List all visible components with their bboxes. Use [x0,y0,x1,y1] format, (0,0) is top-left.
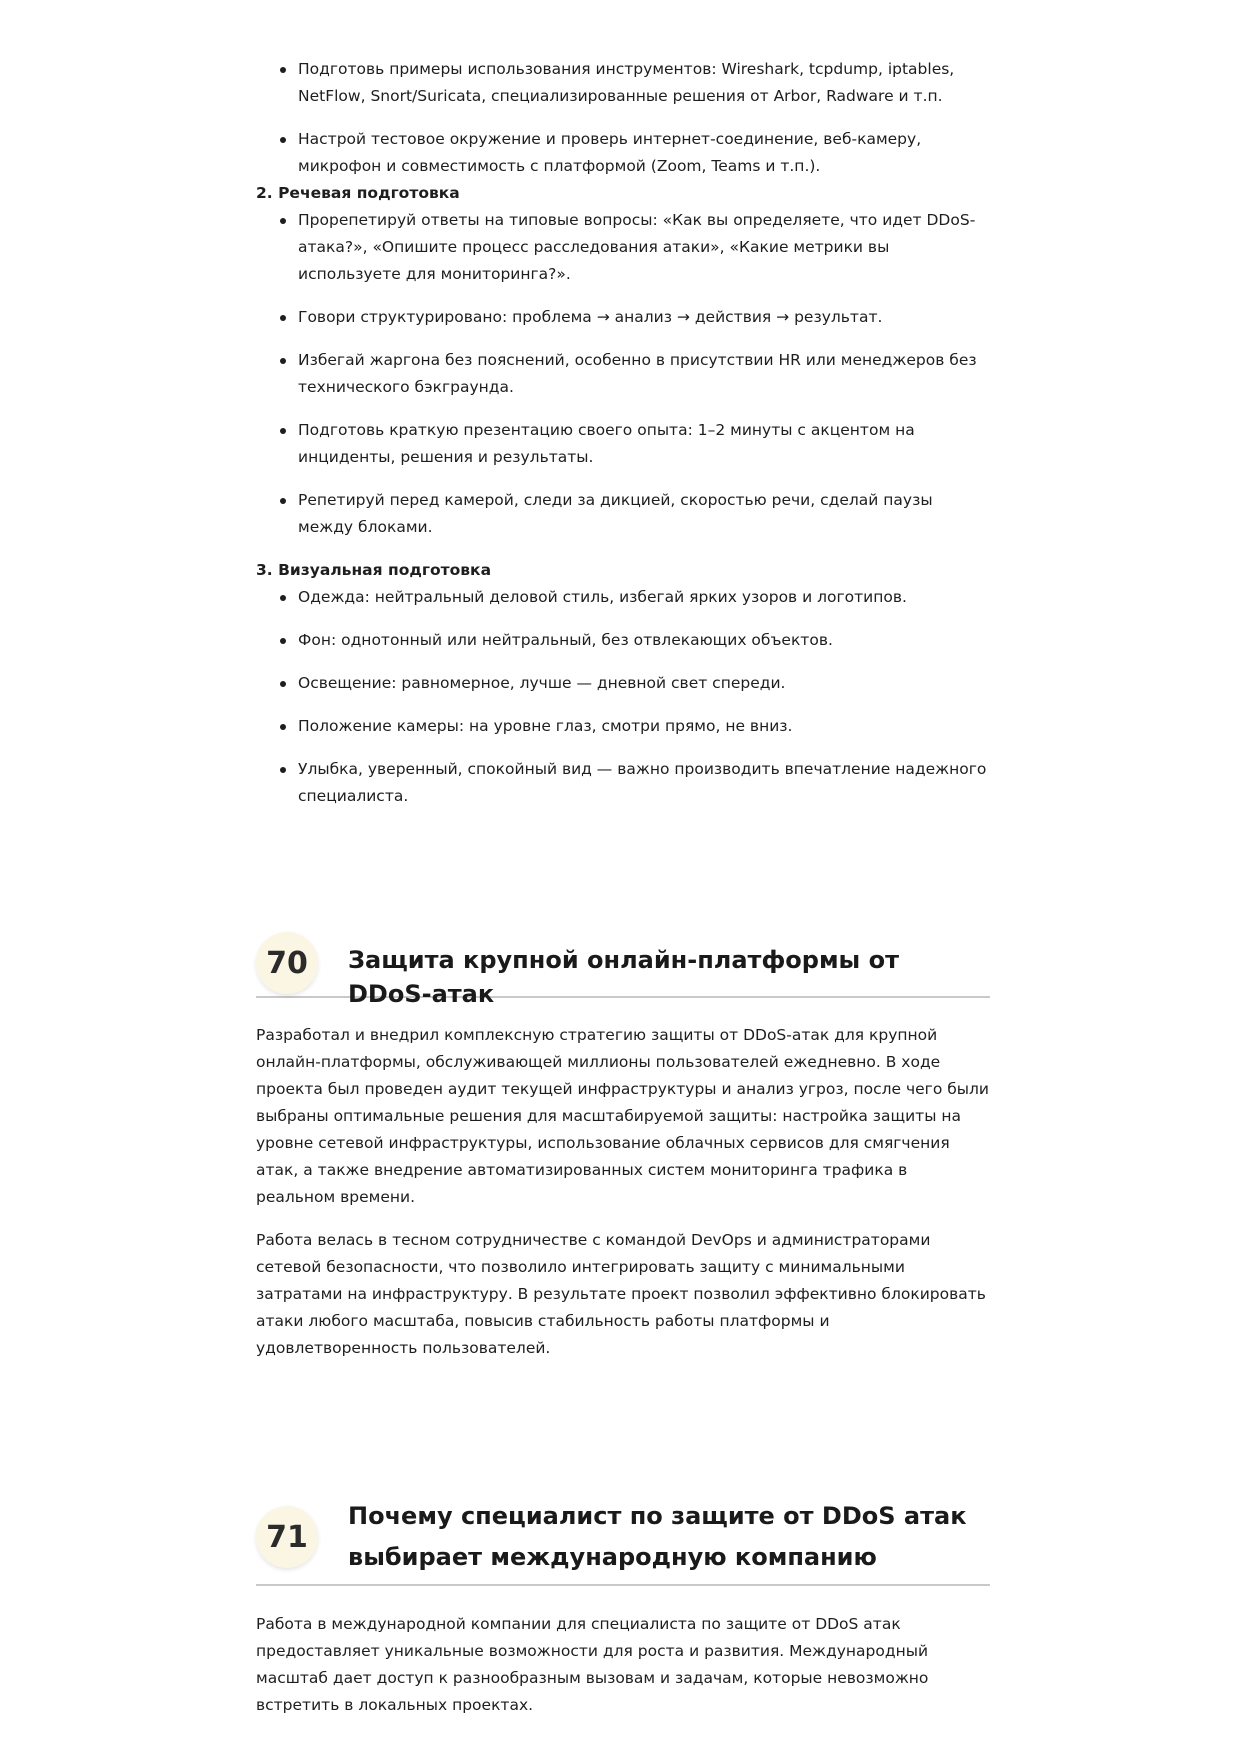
list-item: Положение камеры: на уровне глаз, смотри прямо, не вниз. [256,713,990,740]
list-item: Репетируй перед камерой, следи за дикцией, скоростью речи, сделай паузы между блоками. [256,487,990,541]
section-title: Почему специалист по защите от DDoS атак выбирает международную компанию [348,1502,967,1571]
speech-prep-list [256,207,990,541]
list-item: Говори структурировано: проблема → анализ → действия → результат. [256,304,990,331]
section-70-body [256,1022,990,1362]
list-item: Подготовь примеры использования инструментов: Wireshark, tcpdump, iptables, NetFlow, Snort/Suricata, специализированные решения от Arbor, Radware и т.п. [256,56,990,110]
list-item: Улыбка, уверенный, спокойный вид — важно производить впечатление надежного специалиста. [256,756,990,810]
paragraph: Работа в международной компании для специалиста по защите от DDoS атак предоставляет уникальные возможности для роста и развития. Международный масштаб дает доступ к разнообразным вызовам и задачам, которые невозможно встретить в локальных проектах. [256,1615,929,1714]
list-item: Одежда: нейтральный деловой стиль, избегай ярких узоров и логотипов. [256,584,990,611]
list-item: Фон: однотонный или нейтральный, без отвлекающих объектов. [256,627,990,654]
list-item: Настрой тестовое окружение и проверь интернет-соединение, веб-камеру, микрофон и совместимость с платформой (Zoom, Teams и т.п.). [256,126,990,180]
list-item: Освещение: равномерное, лучше — дневной свет спереди. [256,670,990,697]
tools-list [256,56,990,180]
list-item: Прорепетируй ответы на типовые вопросы: «Как вы определяете, что идет DDoS-атака?», «Опишите процесс расследования атаки», «Какие метрики вы используете для мониторинга?». [256,207,990,288]
document-content [256,56,990,1719]
paragraph: Работа велась в тесном сотрудничестве с командой DevOps и администраторами сетевой безопасности, что позволило интегрировать защиту с минимальными затратами на инфраструктуру. В результате проект позволил эффективно блокировать атаки любого масштаба, повысив стабильность работы платформы и удовлетворенность пользователей. [256,1231,986,1357]
paragraph: Разработал и внедрил комплексную стратегию защиты от DDoS-атак для крупной онлайн-платформы, обслуживающей миллионы пользователей ежедневно. В ходе проекта был проведен аудит текущей инфраструктуры и анализ угроз, после чего были выбраны оптимальные решения для масштабируемой защиты: настройка защиты на уровне сетевой инфраструктуры, использование облачных сервисов для смягчения атак, а также внедрение автоматизированных систем мониторинга трафика в реальном времени. [256,1026,990,1206]
visual-prep-list [256,584,990,810]
visual-prep-heading: 3. Визуальная подготовка [256,561,492,579]
section-71-header [256,1488,990,1586]
section-number-badge: 70 [256,932,318,994]
list-item: Подготовь краткую презентацию своего опыта: 1–2 минуты с акцентом на инциденты, решения и результаты. [256,417,990,471]
section-70-header [256,922,990,1008]
section-number-badge: 71 [256,1506,318,1568]
speech-prep-heading: 2. Речевая подготовка [256,184,460,202]
list-item: Избегай жаргона без пояснений, особенно в присутствии HR или менеджеров без технического бэкграунда. [256,347,990,401]
section-71-body [256,1611,990,1719]
section-title: Защита крупной онлайн-платформы от DDoS-атак [348,946,900,1008]
